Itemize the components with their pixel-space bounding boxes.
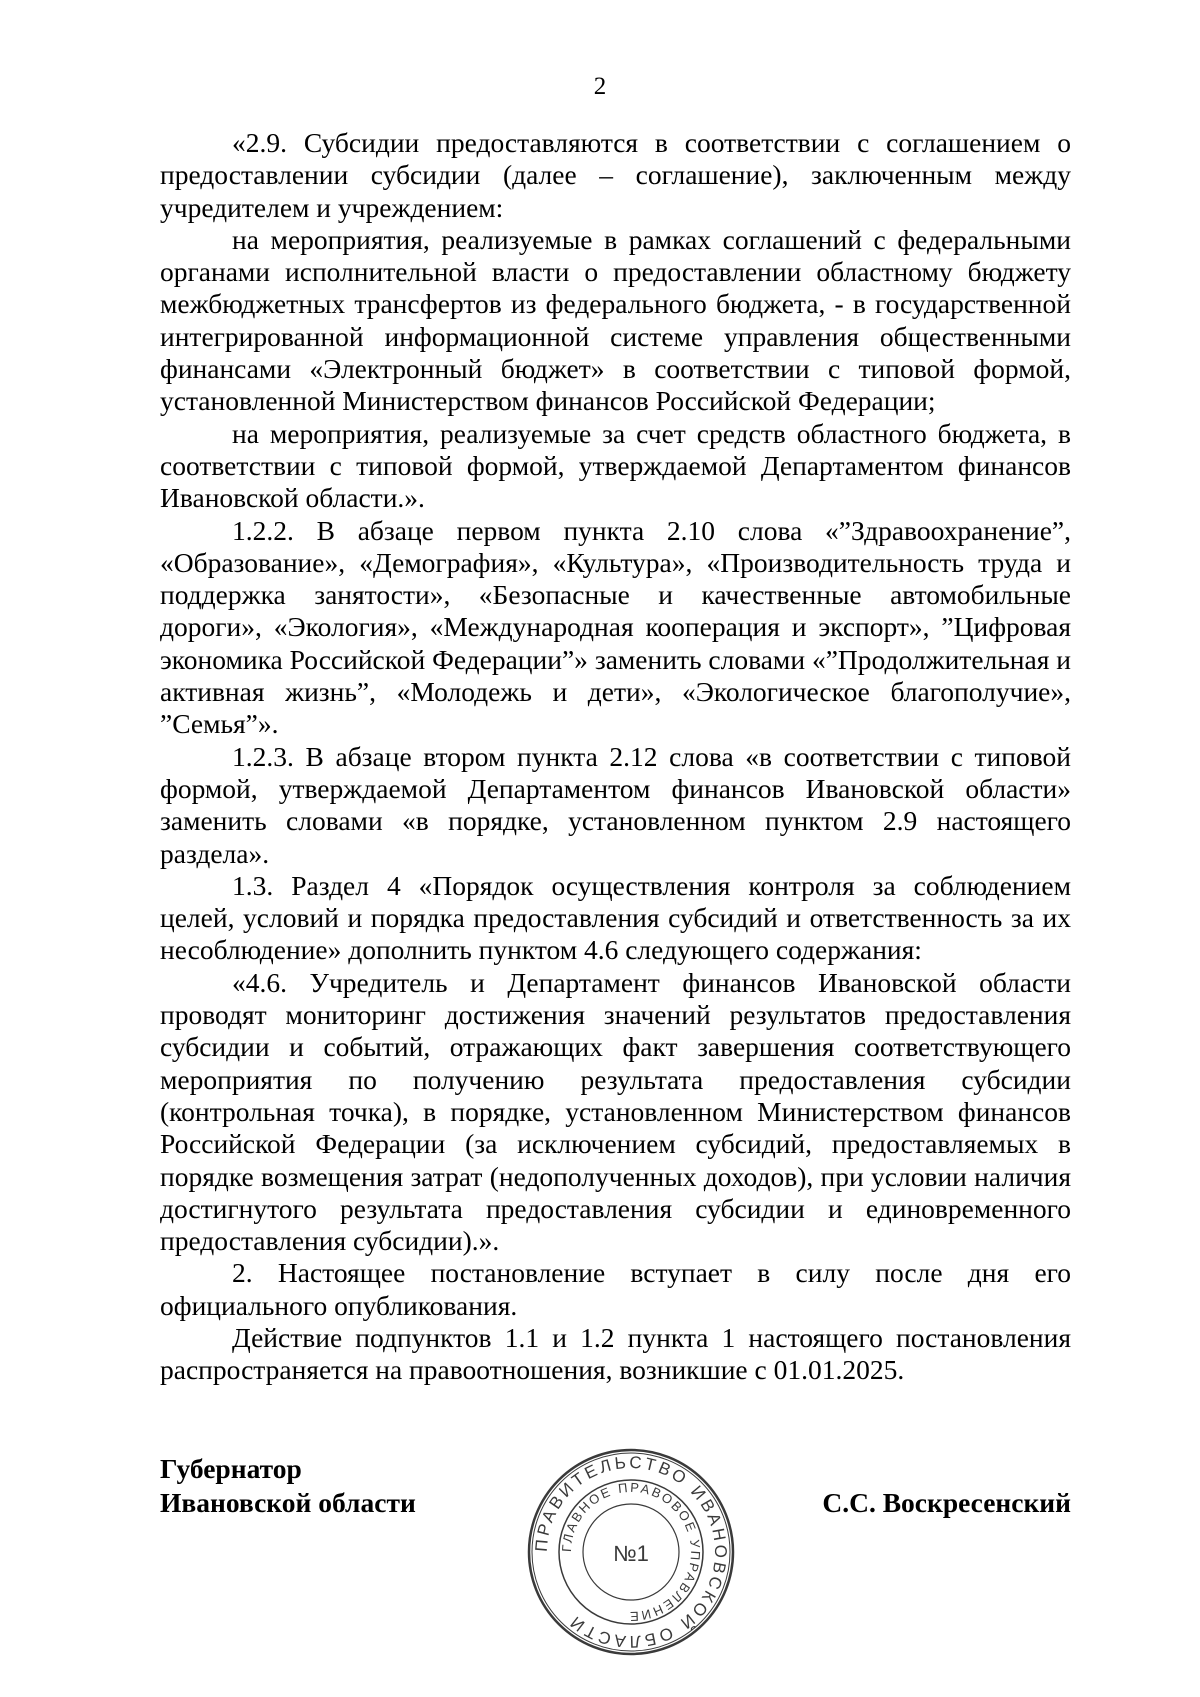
- signatory-title-line2: Ивановской области: [160, 1487, 416, 1518]
- signatory-name: С.С. Воскресенский: [822, 1487, 1071, 1518]
- signatory-title: [160, 1452, 416, 1520]
- paragraph-regional-events: на мероприятия, реализуемые за счет средств областного бюджета, в соответствии с типовой формой, утверждаемой Департаментом финансов Ивановской области.».: [160, 417, 1071, 514]
- document-body: [160, 127, 1071, 1387]
- seal-outer-text: ПРАВИТЕЛЬСТВО ИВАНОВСКОЙ ОБЛАСТИ: [531, 1452, 731, 1652]
- paragraph-applicability: Действие подпунктов 1.1 и 1.2 пункта 1 настоящего постановления распространяется на правоотношения, возникшие с 01.01.2025.: [160, 1321, 1071, 1386]
- paragraph-4-6: «4.6. Учредитель и Департамент финансов Ивановской области проводят мониторинг достижения значений результатов предоставления субсидии и событий, отражающих факт завершения соответствующего мероприятия по получению результата предоставления субсидии (контрольная точка), в порядке, установленном Министерством финансов Российской Федерации (за исключением субсидий, предоставляемых в порядке возмещения затрат (недополученных доходов), при условии наличия достигнутого результата предоставления субсидии и единовременного предоставления субсидии).».: [160, 966, 1071, 1257]
- paragraph-2-effective: 2. Настоящее постановление вступает в силу после дня его официального опубликования.: [160, 1257, 1071, 1321]
- official-seal: [525, 1446, 737, 1658]
- paragraph-2-9: «2.9. Субсидии предоставляются в соответствии с соглашением о предоставлении субсидии (далее – соглашение), заключенным между учредителем и учреждением:: [160, 127, 1071, 223]
- paragraph-1-3: 1.3. Раздел 4 «Порядок осуществления контроля за соблюдением целей, условий и порядка предоставления субсидий и ответственность за их несоблюдение» дополнить пунктом 4.6 следующего содержания:: [160, 869, 1071, 966]
- paragraph-federal-events: на мероприятия, реализуемые в рамках соглашений с федеральными органами исполнительной власти о предоставлении областному бюджету межбюджетных трансфертов из федерального бюджета, - в государственной интегрированной информационной системе управления общественными финансами «Электронный бюджет» в соответствии с типовой формой, установленной Министерством финансов Российской Федерации;: [160, 223, 1071, 417]
- page-number: 2: [593, 73, 607, 100]
- paragraph-1-2-2: 1.2.2. В абзаце первом пункта 2.10 слова «”Здравоохранение”, «Образование», «Демография», «Культура», «Производительность труда и поддержка занятости», «Безопасные и качественные автомобильные дороги», «Экология», «Международная кооперация и экспорт», ”Цифровая экономика Российской Федерации”» заменить словами «”Продолжительная и активная жизнь”, «Молодежь и дети», «Экологическое благополучие», ”Семья”».: [160, 514, 1071, 740]
- seal-inner-text: ГЛАВНОЕ ПРАВОВОЕ УПРАВЛЕНИЕ: [558, 1479, 704, 1625]
- signature-block: [160, 1452, 1071, 1692]
- paragraph-1-2-3: 1.2.3. В абзаце втором пункта 2.12 слова «в соответствии с типовой формой, утверждаемой Департаментом финансов Ивановской области» заменить словами «в порядке, установленном пунктом 2.9 настоящего раздела».: [160, 740, 1071, 869]
- signatory-title-line1: Губернатор: [160, 1453, 302, 1484]
- seal-number: №1: [613, 1541, 649, 1566]
- seal-graphic: [525, 1446, 737, 1658]
